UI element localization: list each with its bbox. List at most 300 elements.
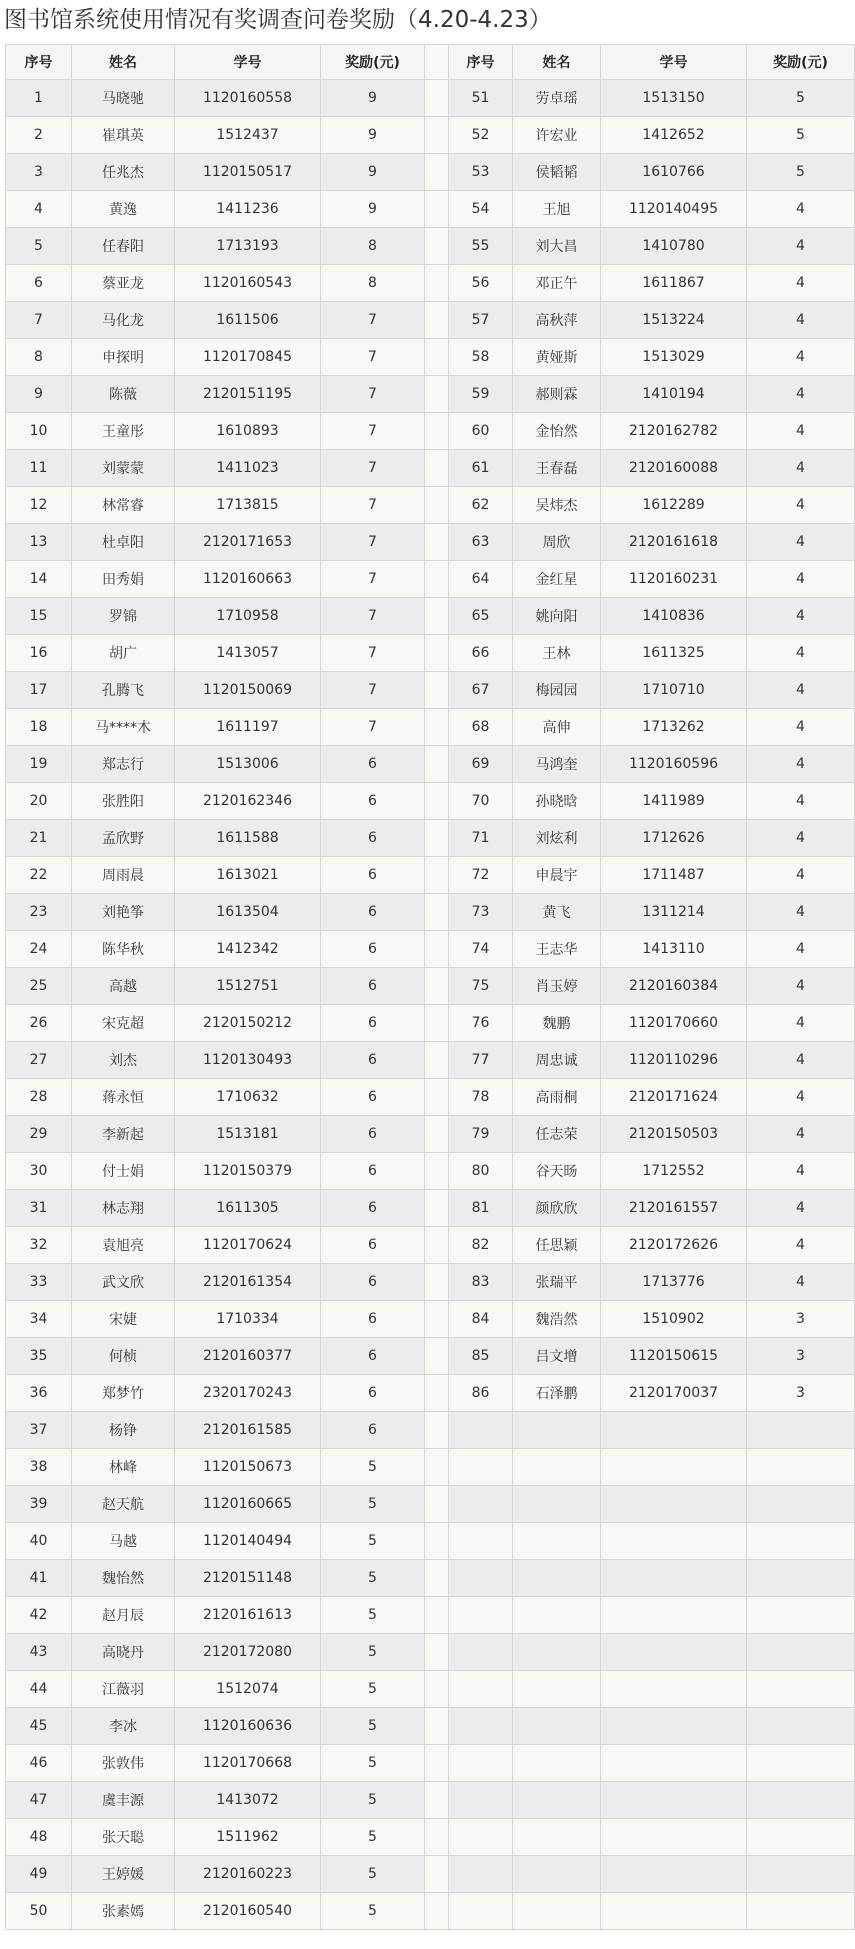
cell-student-id: 1413110: [601, 931, 747, 968]
cell-name: 马化龙: [72, 302, 175, 339]
table-row: [6, 561, 855, 598]
cell-student-id: 1120160558: [175, 80, 321, 117]
cell-student-id: [601, 1708, 747, 1745]
cell-index: 22: [6, 857, 72, 894]
cell-name: 邓正午: [513, 265, 601, 302]
cell-student-id: 1412652: [601, 117, 747, 154]
cell-name: 张天聪: [72, 1819, 175, 1856]
column-gap: [425, 376, 449, 413]
cell-index: 77: [449, 1042, 513, 1079]
cell-index: 59: [449, 376, 513, 413]
cell-student-id: 1513029: [601, 339, 747, 376]
cell-reward: 6: [321, 1042, 425, 1079]
cell-reward: 5: [321, 1745, 425, 1782]
cell-student-id: 1710334: [175, 1301, 321, 1338]
table-row: [6, 524, 855, 561]
cell-reward: 6: [321, 968, 425, 1005]
table-row: [6, 1264, 855, 1301]
table-row: [6, 487, 855, 524]
cell-reward: 6: [321, 1190, 425, 1227]
cell-reward: 4: [747, 1116, 855, 1153]
column-gap: [425, 1449, 449, 1486]
table-row: [6, 265, 855, 302]
cell-reward: 7: [321, 450, 425, 487]
table-row: [6, 894, 855, 931]
cell-reward: 4: [747, 524, 855, 561]
cell-name: [513, 1671, 601, 1708]
cell-reward: 6: [321, 931, 425, 968]
cell-name: 黄飞: [513, 894, 601, 931]
cell-reward: 4: [747, 191, 855, 228]
cell-reward: 5: [321, 1523, 425, 1560]
cell-reward: [747, 1486, 855, 1523]
cell-reward: 4: [747, 1227, 855, 1264]
cell-name: 魏鹏: [513, 1005, 601, 1042]
cell-student-id: 1120150673: [175, 1449, 321, 1486]
cell-reward: [747, 1634, 855, 1671]
cell-index: 52: [449, 117, 513, 154]
cell-index: 79: [449, 1116, 513, 1153]
cell-student-id: [601, 1634, 747, 1671]
cell-student-id: 1512074: [175, 1671, 321, 1708]
table-row: [6, 746, 855, 783]
cell-student-id: 2120160540: [175, 1893, 321, 1930]
cell-name: 孙晓晗: [513, 783, 601, 820]
table-row: [6, 339, 855, 376]
table-row: [6, 1116, 855, 1153]
cell-student-id: 1610893: [175, 413, 321, 450]
cell-student-id: 1413057: [175, 635, 321, 672]
table-row: [6, 1153, 855, 1190]
cell-index: 24: [6, 931, 72, 968]
cell-index: 75: [449, 968, 513, 1005]
cell-index: 63: [449, 524, 513, 561]
column-gap: [425, 1560, 449, 1597]
cell-name: 孟欣野: [72, 820, 175, 857]
cell-student-id: 1613504: [175, 894, 321, 931]
cell-index: 41: [6, 1560, 72, 1597]
cell-reward: [747, 1449, 855, 1486]
cell-reward: 6: [321, 1227, 425, 1264]
cell-index: 50: [6, 1893, 72, 1930]
cell-student-id: [601, 1523, 747, 1560]
cell-index: 86: [449, 1375, 513, 1412]
cell-name: [513, 1486, 601, 1523]
cell-reward: [747, 1856, 855, 1893]
cell-reward: [747, 1745, 855, 1782]
cell-name: 刘蒙蒙: [72, 450, 175, 487]
cell-reward: 6: [321, 820, 425, 857]
cell-name: [513, 1893, 601, 1930]
cell-reward: 5: [321, 1671, 425, 1708]
cell-name: 张素嫣: [72, 1893, 175, 1930]
cell-student-id: 1120160596: [601, 746, 747, 783]
table-row: [6, 1671, 855, 1708]
cell-student-id: 1512751: [175, 968, 321, 1005]
cell-reward: 4: [747, 265, 855, 302]
cell-student-id: 1120160231: [601, 561, 747, 598]
cell-index: 70: [449, 783, 513, 820]
cell-reward: 4: [747, 376, 855, 413]
header-name: 姓名: [513, 45, 601, 80]
cell-student-id: 1120130493: [175, 1042, 321, 1079]
column-gap: [425, 302, 449, 339]
cell-index: [449, 1745, 513, 1782]
cell-student-id: 2120161613: [175, 1597, 321, 1634]
cell-name: 吴炜杰: [513, 487, 601, 524]
cell-student-id: 1610766: [601, 154, 747, 191]
cell-reward: 4: [747, 672, 855, 709]
column-gap: [425, 1153, 449, 1190]
table-row: [6, 1634, 855, 1671]
cell-reward: 6: [321, 1005, 425, 1042]
table-row: [6, 1190, 855, 1227]
column-gap: [425, 1227, 449, 1264]
cell-reward: 4: [747, 487, 855, 524]
cell-reward: 4: [747, 968, 855, 1005]
cell-name: [513, 1782, 601, 1819]
cell-student-id: 2120150212: [175, 1005, 321, 1042]
cell-name: 任兆杰: [72, 154, 175, 191]
table-row: [6, 1523, 855, 1560]
cell-student-id: [601, 1560, 747, 1597]
cell-student-id: 1411989: [601, 783, 747, 820]
cell-name: 武文欣: [72, 1264, 175, 1301]
column-gap: [425, 450, 449, 487]
cell-name: 王童彤: [72, 413, 175, 450]
cell-name: 胡广: [72, 635, 175, 672]
cell-name: 赵月辰: [72, 1597, 175, 1634]
cell-reward: [747, 1893, 855, 1930]
column-gap: [425, 1338, 449, 1375]
cell-reward: 9: [321, 117, 425, 154]
header-student-id: 学号: [175, 45, 321, 80]
cell-student-id: 1510902: [601, 1301, 747, 1338]
cell-reward: 3: [747, 1338, 855, 1375]
cell-reward: 6: [321, 1079, 425, 1116]
cell-name: 高伸: [513, 709, 601, 746]
cell-index: 71: [449, 820, 513, 857]
cell-name: 王林: [513, 635, 601, 672]
cell-name: 吕文增: [513, 1338, 601, 1375]
column-gap: [425, 635, 449, 672]
cell-name: 张胜阳: [72, 783, 175, 820]
cell-reward: 7: [321, 339, 425, 376]
cell-reward: 4: [747, 1153, 855, 1190]
cell-student-id: 2120172626: [601, 1227, 747, 1264]
cell-reward: [747, 1708, 855, 1745]
cell-student-id: [601, 1449, 747, 1486]
column-gap: [425, 894, 449, 931]
cell-student-id: 2120160384: [601, 968, 747, 1005]
cell-name: 李新起: [72, 1116, 175, 1153]
cell-student-id: 2120151195: [175, 376, 321, 413]
cell-student-id: 2120170037: [601, 1375, 747, 1412]
cell-reward: [747, 1819, 855, 1856]
cell-name: 黄逸: [72, 191, 175, 228]
cell-student-id: 1710710: [601, 672, 747, 709]
column-gap: [425, 191, 449, 228]
cell-index: [449, 1449, 513, 1486]
cell-index: 39: [6, 1486, 72, 1523]
cell-student-id: 2120160088: [601, 450, 747, 487]
cell-reward: 5: [321, 1819, 425, 1856]
column-gap: [425, 1190, 449, 1227]
cell-student-id: 1410780: [601, 228, 747, 265]
cell-index: 17: [6, 672, 72, 709]
cell-name: 李冰: [72, 1708, 175, 1745]
cell-index: 23: [6, 894, 72, 931]
cell-index: 58: [449, 339, 513, 376]
cell-name: 陈薇: [72, 376, 175, 413]
cell-name: 许宏业: [513, 117, 601, 154]
column-gap: [425, 1597, 449, 1634]
cell-index: 35: [6, 1338, 72, 1375]
cell-index: 76: [449, 1005, 513, 1042]
cell-reward: 6: [321, 746, 425, 783]
table-row: [6, 1005, 855, 1042]
cell-index: 47: [6, 1782, 72, 1819]
cell-name: 崔琪英: [72, 117, 175, 154]
cell-student-id: 1120150517: [175, 154, 321, 191]
cell-index: 16: [6, 635, 72, 672]
cell-reward: 5: [321, 1782, 425, 1819]
cell-index: [449, 1597, 513, 1634]
cell-index: 10: [6, 413, 72, 450]
table-row: [6, 154, 855, 191]
cell-index: 73: [449, 894, 513, 931]
cell-name: 付士娟: [72, 1153, 175, 1190]
cell-name: 宋婕: [72, 1301, 175, 1338]
cell-reward: 5: [321, 1856, 425, 1893]
table-row: [6, 1042, 855, 1079]
cell-student-id: 2120162346: [175, 783, 321, 820]
cell-index: 29: [6, 1116, 72, 1153]
header-student-id: 学号: [601, 45, 747, 80]
cell-reward: [747, 1671, 855, 1708]
cell-reward: 4: [747, 746, 855, 783]
cell-reward: 6: [321, 894, 425, 931]
table-header-row: [6, 45, 855, 80]
cell-student-id: 1120110296: [601, 1042, 747, 1079]
header-index: 序号: [6, 45, 72, 80]
cell-student-id: 2120161618: [601, 524, 747, 561]
column-gap: [425, 1412, 449, 1449]
cell-index: 20: [6, 783, 72, 820]
column-gap: [425, 709, 449, 746]
cell-index: 34: [6, 1301, 72, 1338]
cell-index: 85: [449, 1338, 513, 1375]
cell-student-id: 1311214: [601, 894, 747, 931]
cell-index: 11: [6, 450, 72, 487]
cell-student-id: 2120161354: [175, 1264, 321, 1301]
cell-name: 金怡然: [513, 413, 601, 450]
cell-index: [449, 1560, 513, 1597]
column-gap: [425, 339, 449, 376]
cell-name: 江薇羽: [72, 1671, 175, 1708]
cell-student-id: 1710958: [175, 598, 321, 635]
cell-student-id: 1410194: [601, 376, 747, 413]
cell-student-id: [601, 1893, 747, 1930]
cell-reward: [747, 1597, 855, 1634]
cell-student-id: [601, 1597, 747, 1634]
cell-name: 刘炫利: [513, 820, 601, 857]
cell-index: 5: [6, 228, 72, 265]
cell-index: 84: [449, 1301, 513, 1338]
column-gap: [425, 1893, 449, 1930]
table-row: [6, 1560, 855, 1597]
cell-student-id: [601, 1856, 747, 1893]
cell-student-id: 1411023: [175, 450, 321, 487]
cell-name: 田秀娟: [72, 561, 175, 598]
column-gap: [425, 228, 449, 265]
cell-student-id: 1513181: [175, 1116, 321, 1153]
table-row: [6, 1893, 855, 1930]
cell-name: 王婷媛: [72, 1856, 175, 1893]
cell-index: 36: [6, 1375, 72, 1412]
column-gap: [425, 857, 449, 894]
table-row: [6, 1412, 855, 1449]
cell-name: 谷天旸: [513, 1153, 601, 1190]
cell-reward: [747, 1782, 855, 1819]
column-gap: [425, 154, 449, 191]
cell-student-id: 1512437: [175, 117, 321, 154]
cell-index: 82: [449, 1227, 513, 1264]
cell-reward: 3: [747, 1375, 855, 1412]
cell-index: 69: [449, 746, 513, 783]
table-row: [6, 1227, 855, 1264]
cell-student-id: [601, 1782, 747, 1819]
cell-reward: 8: [321, 265, 425, 302]
cell-name: 郝则霖: [513, 376, 601, 413]
column-gap: [425, 1819, 449, 1856]
cell-name: 马****木: [72, 709, 175, 746]
cell-index: 48: [6, 1819, 72, 1856]
cell-student-id: 1611506: [175, 302, 321, 339]
table-row: [6, 413, 855, 450]
table-row: [6, 1338, 855, 1375]
cell-reward: 6: [321, 1301, 425, 1338]
page-title: 图书馆系统使用情况有奖调查问卷奖励（4.20-4.23）: [4, 7, 552, 33]
cell-name: [513, 1634, 601, 1671]
cell-index: [449, 1819, 513, 1856]
cell-index: 80: [449, 1153, 513, 1190]
table-row: [6, 450, 855, 487]
cell-name: 颜欣欣: [513, 1190, 601, 1227]
table-row: [6, 1449, 855, 1486]
cell-name: 侯韬韬: [513, 154, 601, 191]
cell-index: 32: [6, 1227, 72, 1264]
cell-reward: [747, 1523, 855, 1560]
cell-index: 9: [6, 376, 72, 413]
cell-name: 罗锦: [72, 598, 175, 635]
table-row: [6, 302, 855, 339]
cell-name: 金红星: [513, 561, 601, 598]
cell-index: 74: [449, 931, 513, 968]
cell-index: 43: [6, 1634, 72, 1671]
cell-index: [449, 1671, 513, 1708]
table-row: [6, 1079, 855, 1116]
cell-reward: 6: [321, 1153, 425, 1190]
cell-index: 37: [6, 1412, 72, 1449]
cell-student-id: 1120150069: [175, 672, 321, 709]
cell-reward: 4: [747, 857, 855, 894]
cell-name: [513, 1819, 601, 1856]
cell-reward: 5: [747, 117, 855, 154]
cell-index: [449, 1708, 513, 1745]
cell-student-id: [601, 1412, 747, 1449]
cell-student-id: 1613021: [175, 857, 321, 894]
column-gap: [425, 1005, 449, 1042]
cell-name: 劳卓瑶: [513, 80, 601, 117]
cell-name: 袁旭亮: [72, 1227, 175, 1264]
cell-reward: 5: [321, 1708, 425, 1745]
cell-student-id: 1410836: [601, 598, 747, 635]
cell-name: 高越: [72, 968, 175, 1005]
cell-index: 57: [449, 302, 513, 339]
table-row: [6, 598, 855, 635]
cell-name: [513, 1523, 601, 1560]
cell-student-id: 1513224: [601, 302, 747, 339]
cell-index: 67: [449, 672, 513, 709]
table-row: [6, 968, 855, 1005]
table-row: [6, 1745, 855, 1782]
cell-student-id: 1120160543: [175, 265, 321, 302]
cell-reward: 7: [321, 635, 425, 672]
cell-reward: 4: [747, 598, 855, 635]
column-gap: [425, 783, 449, 820]
cell-index: 15: [6, 598, 72, 635]
cell-student-id: 1710632: [175, 1079, 321, 1116]
cell-name: 蒋永恒: [72, 1079, 175, 1116]
cell-name: 任思颖: [513, 1227, 601, 1264]
cell-reward: 5: [321, 1449, 425, 1486]
cell-name: 何桢: [72, 1338, 175, 1375]
cell-index: [449, 1634, 513, 1671]
column-gap: [425, 1116, 449, 1153]
column-gap: [425, 1264, 449, 1301]
column-gap: [425, 1042, 449, 1079]
cell-name: 魏浩然: [513, 1301, 601, 1338]
cell-student-id: 1120160636: [175, 1708, 321, 1745]
cell-index: 30: [6, 1153, 72, 1190]
cell-index: 44: [6, 1671, 72, 1708]
column-gap: [425, 1523, 449, 1560]
cell-index: 27: [6, 1042, 72, 1079]
cell-index: [449, 1486, 513, 1523]
cell-name: 张敦伟: [72, 1745, 175, 1782]
cell-reward: 6: [321, 783, 425, 820]
cell-name: [513, 1560, 601, 1597]
cell-name: 肖玉婷: [513, 968, 601, 1005]
table-row: [6, 931, 855, 968]
cell-index: 78: [449, 1079, 513, 1116]
cell-index: 83: [449, 1264, 513, 1301]
column-gap: [425, 1856, 449, 1893]
cell-student-id: 2120160223: [175, 1856, 321, 1893]
column-gap: [425, 820, 449, 857]
cell-index: 68: [449, 709, 513, 746]
cell-student-id: 1413072: [175, 1782, 321, 1819]
cell-reward: 7: [321, 598, 425, 635]
cell-name: 陈华秋: [72, 931, 175, 968]
cell-name: 蔡亚龙: [72, 265, 175, 302]
cell-reward: 6: [321, 857, 425, 894]
cell-name: 周忠诚: [513, 1042, 601, 1079]
cell-name: 周雨晨: [72, 857, 175, 894]
cell-name: 高雨桐: [513, 1079, 601, 1116]
cell-reward: 4: [747, 1190, 855, 1227]
